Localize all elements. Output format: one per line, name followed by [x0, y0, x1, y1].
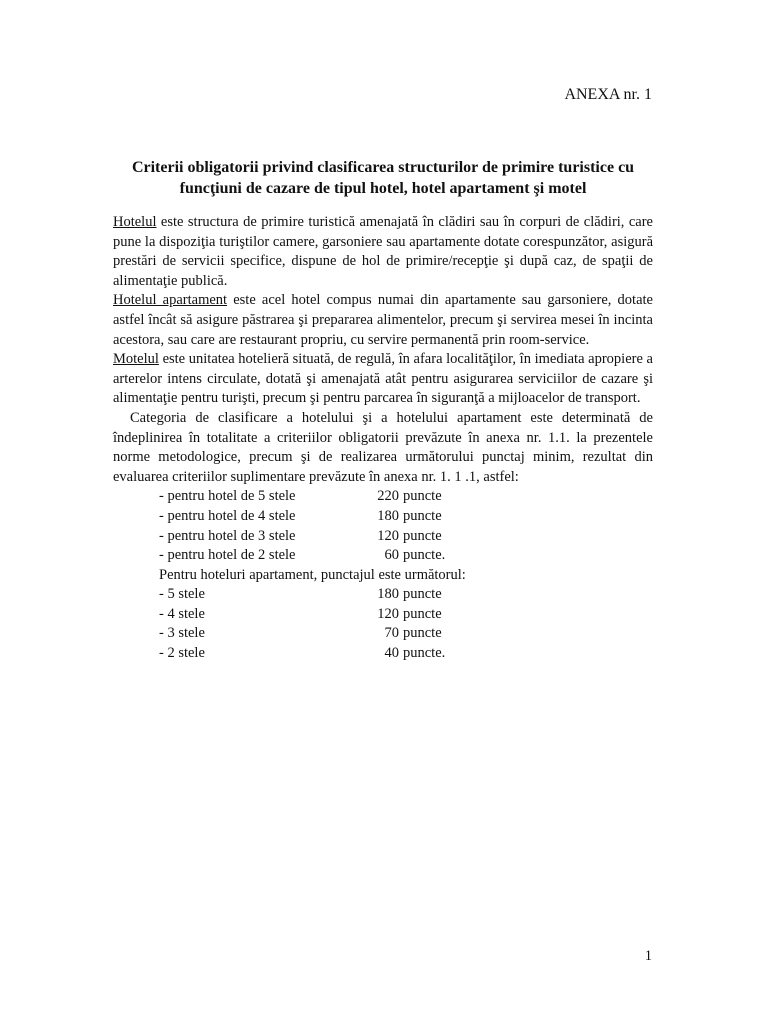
document-title: Criterii obligatorii privind clasificarea structurilor de primire turistice cu funcţiuni de cazare de tipul hotel, hotel apartament şi motel [131, 159, 635, 197]
score-label: - 4 stele [159, 605, 205, 622]
score-label: - pentru hotel de 4 stele [159, 507, 296, 524]
score-unit: puncte [403, 625, 442, 642]
score-value: 120 [377, 527, 399, 544]
annex-label: ANEXA nr. 1 [564, 86, 652, 103]
definition-term: Motelul [113, 351, 159, 368]
apartment-intro: Pentru hoteluri apartament, punctajul este următorul: [159, 566, 466, 583]
definition-term: Hotelul [113, 214, 157, 230]
definition-hotel-apartment [113, 291, 653, 350]
definition-motel [113, 350, 653, 409]
score-row [113, 546, 653, 566]
apartment-score-list [113, 585, 653, 663]
score-value: 120 [377, 605, 399, 622]
category-paragraph: Categoria de clasificare a hotelului şi a hotelului apartament este determinată de îndeplinirea în totalitate a criteriilor obligatorii prevăzute în anexa nr. 1.1. la prezentele norme metodologice, precum şi de realizarea următorului punctaj minim, rezultat din evaluarea criteriilor suplimentare prevăzute în anexa nr. 1. 1 .1, astfel: [113, 409, 653, 485]
definition-text: este unitatea hotelieră situată, de regulă, în afara localităţilor, în imediata apropiere a arterelor intens circulate, dotată şi amenajată atât pentru asigurarea serviciilor de cazare şi alimentaţie pentru turişti, precum şi pentru parcarea în siguranţă a mijloacelor de transport. [113, 351, 653, 407]
score-unit: puncte [403, 488, 442, 505]
score-row [113, 605, 653, 625]
score-value: 70 [384, 625, 399, 642]
score-row [113, 487, 653, 507]
definition-text: este acel hotel compus numai din apartamente sau garsoniere, dotate astfel încât să asigure păstrarea şi prepararea alimentelor, precum şi servirea mesei în incinta acestora, sau care are restaurant propriu, cu servire permanentă prin room-service. [113, 292, 653, 348]
score-row [113, 624, 653, 644]
score-unit: puncte [403, 527, 442, 544]
score-row [113, 585, 653, 605]
score-unit: puncte [403, 507, 442, 524]
score-label: - pentru hotel de 3 stele [159, 527, 296, 544]
score-unit: puncte. [403, 645, 446, 662]
definition-text: este structura de primire turistică amenajată în clădiri sau în corpuri de clădiri, care pune la dispoziţia turiştilor camere, garsoniere sau apartamente dotate corespunzător, asigură prestări de servicii specifice, dispune de hol de primire/recepţie şi după caz, de spaţii de alimentaţie publică. [113, 214, 653, 289]
score-value: 60 [384, 547, 399, 564]
document-body [113, 213, 653, 664]
score-row [113, 644, 653, 664]
score-unit: puncte. [403, 547, 446, 564]
hotel-score-list [113, 487, 653, 565]
definition-term: Hotelul apartament [113, 292, 228, 309]
definition-hotel [113, 213, 653, 291]
page-number: 1 [644, 948, 652, 964]
score-row [113, 507, 653, 527]
score-label: - 5 stele [159, 586, 205, 603]
score-value: 180 [377, 586, 399, 603]
score-value: 220 [377, 488, 399, 505]
score-label: - 3 stele [159, 625, 205, 642]
score-row [113, 527, 653, 547]
score-value: 180 [377, 507, 399, 524]
score-value: 40 [384, 645, 399, 662]
score-unit: puncte [403, 605, 442, 622]
score-label: - 2 stele [159, 645, 205, 662]
score-label: - pentru hotel de 5 stele [159, 488, 296, 505]
score-unit: puncte [403, 586, 442, 603]
score-label: - pentru hotel de 2 stele [159, 547, 296, 564]
